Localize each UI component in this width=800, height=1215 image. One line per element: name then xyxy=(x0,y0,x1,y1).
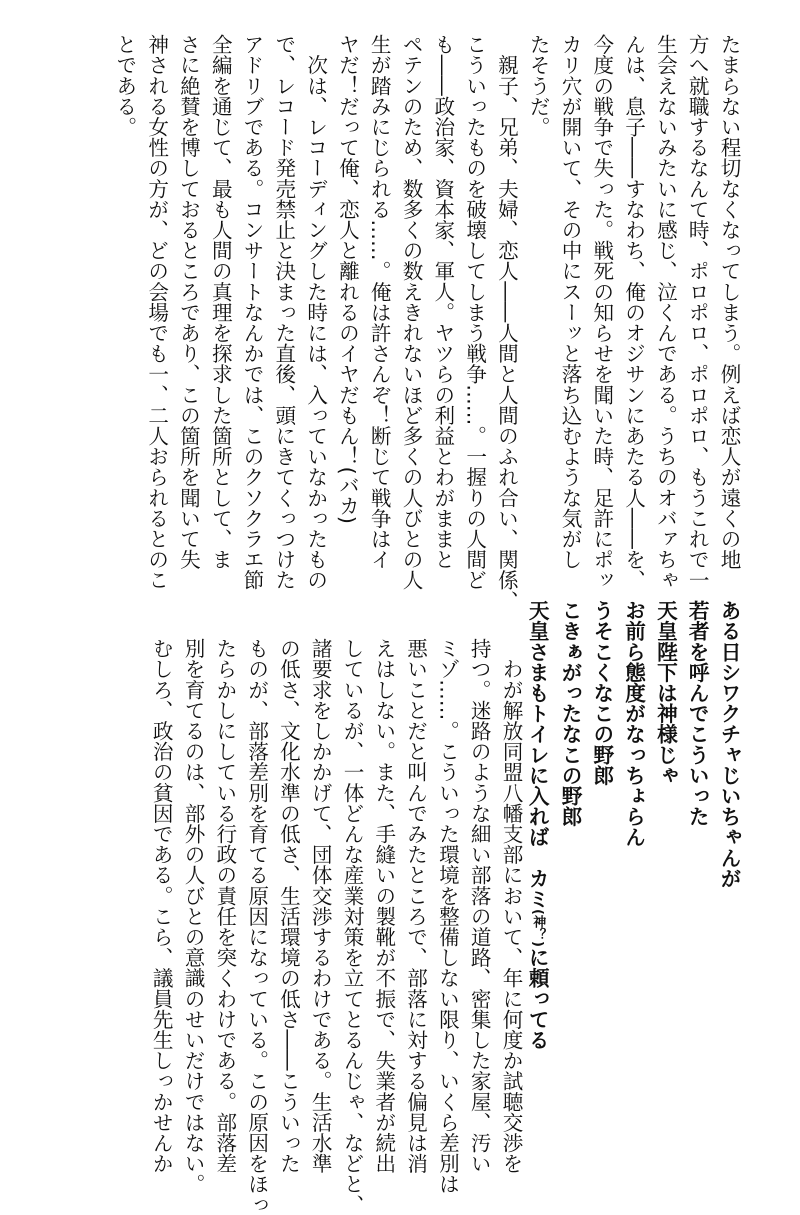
essay-text-bottom: わが解放同盟八幡支部において、年に何度か試聴交渉を 持つ。迷路のような細い部落の道路、密集した家屋、汚い ミゾ……。こういった環境を整備しない限り、いくら差別は 悪いことだと叫んでみたところで、部落に対する偏見は消 えはしない。また、手縫いの製靴が不振で、失業者が続出 しているが、一体どんな産業対策を立てとるんじゃ、などと、 諸要求をしかかげて、団体交渉するわけである。生活水準 の低さ、文化水準の低さ、生活環境の低さ――こういった ものが、部落差別を育てる原因になっている。この原因をほっ たらかしにしている行政の責任を突くわけである。部落差 別を育てるのは、部外の人びとの意識のせいだけではない。 むしろ、政治の貧因である。こら、議員先生しっかせんか xyxy=(149,638,523,1215)
song-lyrics-main: ある日シワクチャじいちゃんが 若者を呼んでこういった 天皇陛下は神様じゃ お前ら態度がなっちょらん うそこくなこの野郎 こきぁがったなこの野郎 天皇さまもトイレに入れば カミ xyxy=(525,600,741,909)
essay-text-top: たまらない程切なくなってしまう。例えば恋人が遠くの地 方へ就職するなんて時、ポロポロ、ポロポロ、もうこれで一 生会えないみたいに感じ、泣くんである。うちのオバァちゃ んは、息子――すなわち、俺のオジサンにあたる人――を、 今度の戦争で失った。戦死の知らせを聞いた時、足許にポッ カリ穴が開いて、その中にスーッと落ち込むような気がし たそうだ。 親子、兄弟、夫婦、恋人――人間と人間のふれ合い、関係、 こういったものを破壊してしまう戦争……。一握りの人間ど も――政治家、資本家、軍人。ヤツらの利益とわがままと ペテンのため、数多くの数えきれないほど多くの人びとの人 生が踏みにじられる……。俺は許さんぞ！断じて戦争はイ ヤだ！だって俺、恋人と離れるのイヤだもん！(バカ) 次は、レコーディングした時には、入っていなかったもの で、レコード発売禁止と決まった直後、頭にきてくっつけた アドリブである。コンサートなんかでは、このクソクラエ節 全編を通じて、最も人間の真理を探求した箇所として、ま さに絶賛を博しておるところであり、この箇所を聞いて失 神される女性の方が、どの会場でも一、二人おられるとのこ とである。 xyxy=(112,34,741,611)
song-lyrics-note: (神？) xyxy=(530,909,546,947)
song-lyrics xyxy=(514,600,744,1060)
song-lyrics-tail: に頼ってる xyxy=(525,946,550,1050)
